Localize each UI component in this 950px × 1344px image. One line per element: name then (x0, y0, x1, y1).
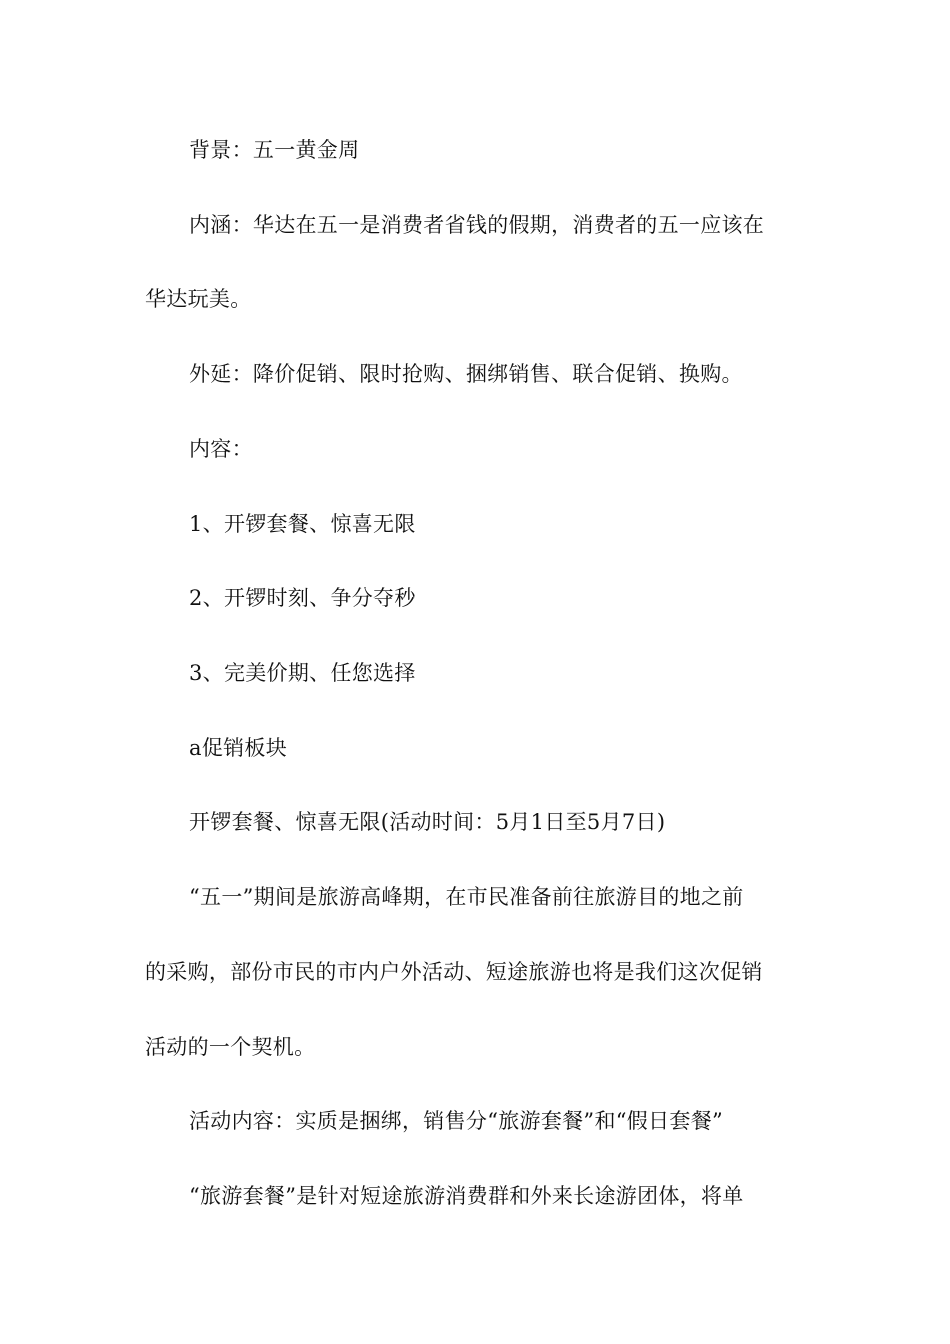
list-item-3: 3、完美价期、任您选择 (189, 661, 416, 685)
paragraph-activity-content: 活动内容：实质是捆绑，销售分“旅游套餐”和“假日套餐” (189, 1109, 724, 1133)
paragraph-connotation-line-1: 内涵：华达在五一是消费者省钱的假期，消费者的五一应该在 (189, 213, 765, 237)
paragraph-content-heading: 内容： (189, 437, 253, 461)
paragraph-travel-package: “旅游套餐”是针对短途旅游消费群和外来长途游团体，将单 (189, 1184, 744, 1208)
paragraph-may-day-line-2: 的采购，部份市民的市内户外活动、短途旅游也将是我们这次促销 (145, 960, 763, 984)
section-heading-promotion: a促销板块 (189, 736, 288, 760)
paragraph-background: 背景：五一黄金周 (189, 138, 360, 162)
paragraph-extension: 外延：降价促销、限时抢购、捆绑销售、联合促销、换购。 (189, 362, 743, 386)
paragraph-connotation-line-2: 华达玩美。 (145, 287, 252, 311)
paragraph-may-day-line-1: “五一”期间是旅游高峰期，在市民准备前往旅游目的地之前 (189, 885, 744, 909)
list-item-1: 1、开锣套餐、惊喜无限 (189, 512, 416, 536)
activity-title: 开锣套餐、惊喜无限(活动时间：5月1日至5月7日) (189, 810, 666, 834)
list-item-2: 2、开锣时刻、争分夺秒 (189, 586, 416, 610)
paragraph-may-day-line-3: 活动的一个契机。 (145, 1035, 316, 1059)
